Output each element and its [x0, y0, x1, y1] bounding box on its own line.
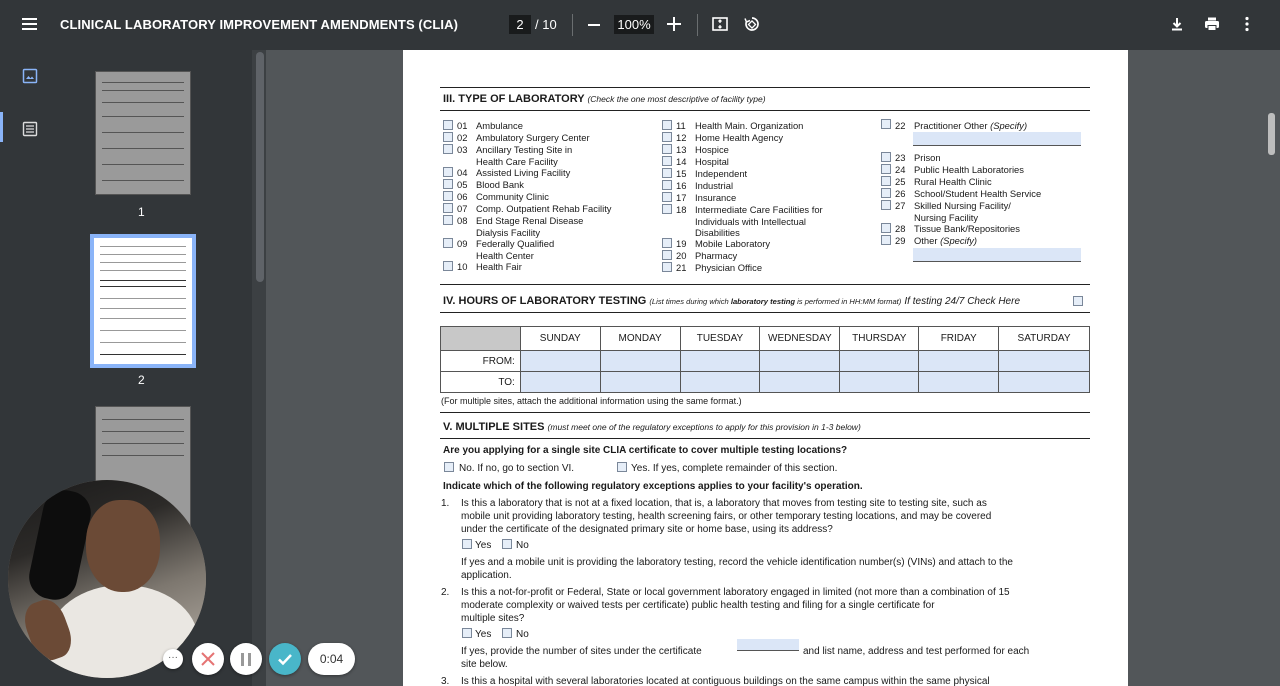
monday-from-field[interactable] — [600, 351, 680, 372]
page-thumbnail-2[interactable] — [90, 234, 196, 368]
lab-type-checkbox-12[interactable] — [662, 132, 672, 142]
zoom-in-icon[interactable] — [667, 17, 681, 31]
lab-type-option: 22 Practitioner Other (Specify) — [895, 120, 1028, 131]
recorder-more-button[interactable]: ··· — [163, 649, 183, 669]
lab-type-option: 11 Health Main. Organization — [676, 120, 804, 131]
lab-type-checkbox-08[interactable] — [443, 215, 453, 225]
q1-yes-label: Yes — [475, 540, 492, 551]
lab-type-option: 24 Public Health Laboratories — [895, 164, 1024, 175]
practitioner-other-specify-field[interactable] — [913, 132, 1081, 146]
thumbnails-icon[interactable] — [22, 68, 38, 84]
webcam-bubble[interactable] — [8, 480, 206, 678]
section-v-subtitle: (must meet one of the regulatory exceptions to apply for this provision in 1-3 below) — [547, 422, 861, 432]
sunday-from-field[interactable] — [520, 351, 600, 372]
wednesday-to-field[interactable] — [760, 372, 840, 393]
day-header: SUNDAY — [520, 327, 600, 351]
from-label: FROM: — [441, 351, 521, 372]
section-v-heading: V. MULTIPLE SITES — [443, 421, 545, 433]
question-2-text: Is this a not-for-profit or Federal, State or local government laboratory engaged in limited (not more than a combination of 15 moderate complexity or waived tests per certificate) public health testing and filing for a single certificate for multiple sites? — [461, 587, 1010, 624]
lab-type-option: 21 Physician Office — [676, 262, 763, 273]
lab-type-checkbox-01[interactable] — [443, 120, 453, 130]
lab-type-checkbox-21[interactable] — [662, 262, 672, 272]
sidebar-scrollbar[interactable] — [256, 52, 264, 282]
lab-type-option: 10 Health Fair — [457, 261, 522, 272]
saturday-from-field[interactable] — [999, 351, 1090, 372]
q2-yes-checkbox[interactable] — [462, 628, 472, 638]
zoom-input[interactable]: 100% — [614, 15, 654, 34]
lab-type-checkbox-06[interactable] — [443, 191, 453, 201]
lab-type-checkbox-24[interactable] — [881, 164, 891, 174]
recorder-finish-button[interactable] — [269, 643, 301, 675]
lab-type-checkbox-09[interactable] — [443, 238, 453, 248]
section-iv-title — [443, 295, 1020, 307]
lab-type-checkbox-13[interactable] — [662, 144, 672, 154]
section-iii-title — [443, 93, 766, 105]
lab-type-checkbox-27[interactable] — [881, 200, 891, 210]
recorder-pause-button[interactable] — [230, 643, 262, 675]
question-3-text: Is this a hospital with several laboratories located at contiguous buildings on the same campus within the same physical — [461, 676, 990, 686]
day-header: FRIDAY — [919, 327, 999, 351]
section-divider — [440, 110, 1090, 111]
q2-yes-label: Yes — [475, 629, 492, 640]
lab-type-option: 05 Blood Bank — [457, 179, 524, 190]
lab-type-checkbox-20[interactable] — [662, 250, 672, 260]
toolbar-divider — [572, 14, 573, 36]
download-icon[interactable] — [1168, 15, 1188, 35]
thumbnail-label: 2 — [138, 373, 145, 387]
lab-type-option: 15 Independent — [676, 168, 748, 179]
zoom-out-icon[interactable] — [588, 24, 600, 26]
pause-icon — [241, 653, 244, 666]
section-divider — [440, 87, 1090, 88]
tuesday-from-field[interactable] — [680, 351, 760, 372]
section-divider — [440, 284, 1090, 285]
pause-icon — [248, 653, 251, 666]
lab-type-checkbox-19[interactable] — [662, 238, 672, 248]
multiple-sites-yes-label: Yes. If yes, complete remainder of this section. — [631, 463, 838, 474]
lab-type-checkbox-17[interactable] — [662, 192, 672, 202]
active-indicator — [0, 112, 3, 142]
lab-type-checkbox-16[interactable] — [662, 180, 672, 190]
thursday-from-field[interactable] — [840, 351, 919, 372]
pdf-page — [403, 50, 1128, 686]
friday-to-field[interactable] — [919, 372, 999, 393]
lab-type-option: 23 Prison — [895, 152, 941, 163]
day-header: WEDNESDAY — [760, 327, 840, 351]
section-iii-subtitle: (Check the one most descriptive of facility type) — [587, 94, 766, 104]
lab-type-option: 07 Comp. Outpatient Rehab Facility — [457, 203, 612, 214]
document-title: CLINICAL LABORATORY IMPROVEMENT AMENDMENTS (CLIA) — [60, 17, 459, 32]
multiple-sites-yes-checkbox[interactable] — [617, 462, 627, 472]
lab-type-checkbox-11[interactable] — [662, 120, 672, 130]
lab-type-checkbox-10[interactable] — [443, 261, 453, 271]
day-header: MONDAY — [600, 327, 680, 351]
day-header: THURSDAY — [840, 327, 919, 351]
lab-type-option: 25 Rural Health Clinic — [895, 176, 992, 187]
section-divider — [440, 312, 1090, 313]
question-1-text: Is this a laboratory that is not at a fixed location, that is, a laboratory that moves from testing site to testing site, such as mobile unit providing laboratory testing, health screening fairs, or other temporary testing locations, and may be covered under the certificate of the designated primary site or home base, using its address? — [461, 498, 992, 535]
lab-type-checkbox-03[interactable] — [443, 144, 453, 154]
hours-note: (For multiple sites, attach the additional information using the same format.) — [441, 396, 742, 406]
lab-type-checkbox-22[interactable] — [881, 119, 891, 129]
lab-type-option: 06 Community Clinic — [457, 191, 549, 202]
question-2-followup-a: If yes, provide the number of sites under the certificate — [461, 646, 702, 657]
lab-type-option: 13 Hospice — [676, 144, 729, 155]
section-divider — [440, 412, 1090, 413]
lab-type-checkbox-14[interactable] — [662, 156, 672, 166]
lab-type-option: 19 Mobile Laboratory — [676, 238, 771, 249]
fit-to-page-icon[interactable] — [711, 15, 731, 35]
lab-type-option: 08 End Stage Renal Disease Dialysis Facility — [457, 215, 584, 238]
page-thumbnail-1[interactable] — [95, 71, 191, 195]
lab-type-option: 20 Pharmacy — [676, 250, 738, 261]
lab-type-option: 01 Ambulance — [457, 120, 523, 131]
question-2-followup-b: and list name, address and test performed for each — [803, 646, 1030, 657]
menu-icon[interactable] — [20, 15, 40, 35]
wednesday-from-field[interactable] — [760, 351, 840, 372]
recorder-cancel-button[interactable] — [192, 643, 224, 675]
recording-timer: 0:04 — [308, 643, 355, 675]
lab-type-option: 09 Federally Qualified Health Center — [457, 238, 555, 261]
lab-type-option: 28 Tissue Bank/Repositories — [895, 223, 1020, 234]
table-corner — [441, 327, 521, 351]
thumbnail-label: 1 — [138, 205, 145, 219]
lab-type-option: 27 Skilled Nursing Facility/ Nursing Facility — [895, 200, 1011, 223]
document-scrollbar[interactable] — [1268, 113, 1275, 155]
saturday-to-field[interactable] — [999, 372, 1090, 393]
q1-no-checkbox[interactable] — [502, 539, 512, 549]
lab-type-checkbox-18[interactable] — [662, 204, 672, 214]
question-2-followup-c: site below. — [461, 659, 508, 670]
lab-type-checkbox-26[interactable] — [881, 188, 891, 198]
hours-table — [440, 326, 1090, 393]
sunday-to-field[interactable] — [520, 372, 600, 393]
lab-type-option: 02 Ambulatory Surgery Center — [457, 132, 590, 143]
lab-type-checkbox-15[interactable] — [662, 168, 672, 178]
page-number-input[interactable]: 2 — [509, 15, 531, 34]
presenter-face — [86, 500, 160, 592]
lab-type-checkbox-04[interactable] — [443, 167, 453, 177]
page-total: / 10 — [535, 17, 557, 32]
toolbar-divider — [697, 14, 698, 36]
question-1-followup: If yes and a mobile unit is providing the laboratory testing, record the vehicle identification number(s) (VINs) and attach to the application. — [461, 557, 1013, 581]
section-iii-heading: III. TYPE OF LABORATORY — [443, 93, 585, 105]
lab-type-option: 26 School/Student Health Service — [895, 188, 1042, 199]
lab-type-option: 14 Hospital — [676, 156, 729, 167]
lab-type-option: 16 Industrial — [676, 180, 734, 191]
rotate-icon[interactable] — [743, 15, 763, 35]
day-header: TUESDAY — [680, 327, 760, 351]
multiple-sites-no-checkbox[interactable] — [444, 462, 454, 472]
question-3-number: 3. — [441, 676, 450, 686]
lab-type-option: 17 Insurance — [676, 192, 737, 203]
multiple-sites-question: Are you applying for a single site CLIA certificate to cover multiple testing locations? — [443, 445, 848, 456]
section-iv-heading: IV. HOURS OF LABORATORY TESTING — [443, 295, 647, 307]
monday-to-field[interactable] — [600, 372, 680, 393]
lab-type-checkbox-28[interactable] — [881, 223, 891, 233]
day-header: SATURDAY — [999, 327, 1090, 351]
lab-type-checkbox-05[interactable] — [443, 179, 453, 189]
section-divider — [440, 438, 1090, 439]
question-1-number: 1. — [441, 498, 450, 509]
lab-type-option: 29 Other (Specify) — [895, 235, 978, 246]
close-icon — [192, 643, 224, 675]
lab-type-option: 18 Intermediate Care Facilities for Individuals with Intellectual Disabilities — [676, 204, 823, 238]
lab-type-option: 04 Assisted Living Facility — [457, 167, 571, 178]
testing-247-checkbox[interactable] — [1073, 296, 1083, 306]
indicate-exceptions-label: Indicate which of the following regulatory exceptions applies to your facility's operation. — [443, 481, 863, 492]
testing-247-label: If testing 24/7 Check Here — [904, 296, 1021, 307]
pdf-toolbar — [0, 0, 1280, 50]
lab-type-checkbox-02[interactable] — [443, 132, 453, 142]
q1-yes-checkbox[interactable] — [462, 539, 472, 549]
more-options-icon[interactable] — [1238, 15, 1258, 35]
outline-icon[interactable] — [22, 121, 38, 137]
number-of-sites-field[interactable] — [737, 639, 799, 651]
q2-no-checkbox[interactable] — [502, 628, 512, 638]
thursday-to-field[interactable] — [840, 372, 919, 393]
q1-no-label: No — [516, 540, 529, 551]
section-iv-subtitle: (List times during which laboratory testing is performed in HH:MM format) — [649, 297, 902, 306]
lab-type-checkbox-07[interactable] — [443, 203, 453, 213]
q2-no-label: No — [516, 629, 529, 640]
lab-type-checkbox-25[interactable] — [881, 176, 891, 186]
multiple-sites-no-label: No. If no, go to section VI. — [459, 463, 575, 474]
friday-from-field[interactable] — [919, 351, 999, 372]
other-specify-field[interactable] — [913, 248, 1081, 262]
lab-type-option: 12 Home Health Agency — [676, 132, 784, 143]
tuesday-to-field[interactable] — [680, 372, 760, 393]
check-icon — [269, 643, 301, 675]
print-icon[interactable] — [1203, 15, 1223, 35]
question-2-number: 2. — [441, 587, 450, 598]
lab-type-checkbox-29[interactable] — [881, 235, 891, 245]
lab-type-checkbox-23[interactable] — [881, 152, 891, 162]
to-label: TO: — [441, 372, 521, 393]
section-v-title — [443, 421, 861, 433]
lab-type-option: 03 Ancillary Testing Site in Health Care Facility — [457, 144, 573, 167]
